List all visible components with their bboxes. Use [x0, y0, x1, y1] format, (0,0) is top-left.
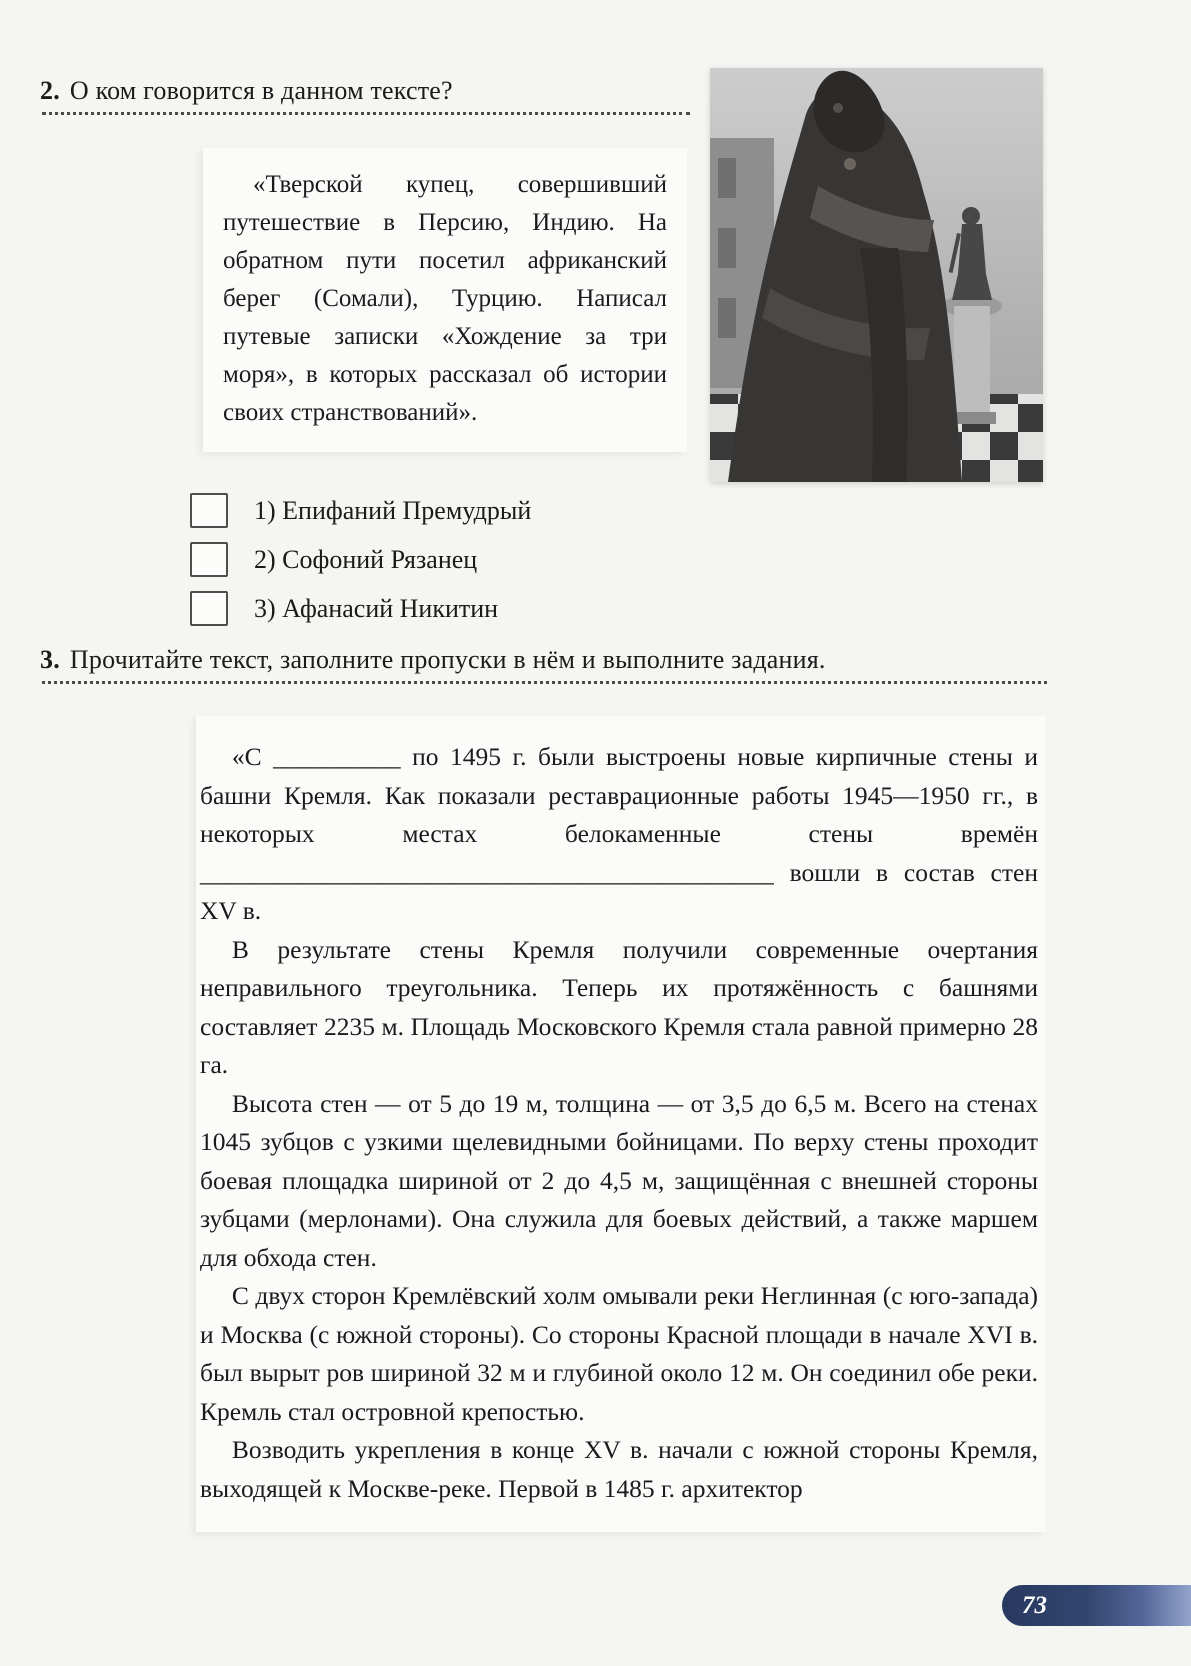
- option-label-2: 2) Софоний Рязанец: [254, 544, 478, 574]
- question-2-header: [40, 76, 453, 106]
- question-3-title: Прочитайте текст, заполните пропуски в нём и выполните задания.: [69, 645, 826, 674]
- page-number: 73: [1022, 1591, 1047, 1619]
- question-2-quote-block: [203, 148, 687, 452]
- text-paragraph-2: В результате стены Кремля получили современные очертания неправильного треугольника. Теперь их протяжённость с башнями составляет 2235 м. Площадь Московского Кремля стала равной примерно 28 га.: [200, 934, 1038, 1079]
- monument-photo: [710, 68, 1043, 482]
- option-label-3: 3) Афанасий Никитин: [254, 593, 499, 623]
- question-2-quote: «Тверской купец, совершивший путешествие в Персию, Индию. На обратном пути посетил африканский берег (Сомали), Турцию. Написал путевые записки «Хождение за три моря», в которых рассказал об истории своих странствований».: [223, 171, 667, 426]
- question-3-number: 3.: [40, 645, 60, 674]
- answer-checkbox-3[interactable]: [190, 591, 228, 626]
- option-row-2: [190, 535, 710, 584]
- text-paragraph-1: «С __________ по 1495 г. были выстроены новые кирпичные стены и башни Кремля. Как показали реставрационные работы 1945—1950 гг., в некоторых местах белокаменные стены времён _____________________________________________ вошли в состав стен XV в.: [200, 742, 1038, 925]
- dotted-separator-q3: [42, 681, 1047, 684]
- dotted-separator-q2: [42, 112, 690, 115]
- text-paragraph-3: Высота стен — от 5 до 19 м, толщина — от 3,5 до 6,5 м. Всего на стенах 1045 зубцов с узкими щелевидными бойницами. По верху стены проходит боевая площадка шириной от 2 до 4,5 м, защищённая с внешней стороны зубцами (мерлонами). Она служила для боевых действий, а также маршем для обхода стен.: [200, 1088, 1038, 1272]
- text-paragraph-4: С двух сторон Кремлёвский холм омывали реки Неглинная (с юго-запада) и Москва (с южной стороны). Со стороны Красной площади в начале XVI в. был вырыт ров шириной 32 м и глубиной около 12 м. Он соединил обе реки. Кремль стал островной крепостью.: [200, 1281, 1038, 1426]
- question-3-header: [40, 645, 826, 675]
- page-number-badge: [1002, 1585, 1191, 1626]
- question-2-number: 2.: [40, 76, 60, 105]
- monument-photo-graphic: [710, 68, 1043, 482]
- question-3-text-block: [196, 716, 1046, 1532]
- option-row-1: [190, 486, 710, 535]
- question-2-options: [190, 486, 710, 633]
- answer-checkbox-1[interactable]: [190, 493, 228, 528]
- option-row-3: [190, 584, 710, 633]
- text-paragraph-5: Возводить укрепления в конце XV в. начали с южной стороны Кремля, выходящей к Москве-реке. Первой в 1485 г. архитектор: [200, 1435, 1038, 1503]
- question-2-title: О ком говорится в данном тексте?: [69, 76, 453, 105]
- option-label-1: 1) Епифаний Премудрый: [254, 495, 532, 525]
- answer-checkbox-2[interactable]: [190, 542, 228, 577]
